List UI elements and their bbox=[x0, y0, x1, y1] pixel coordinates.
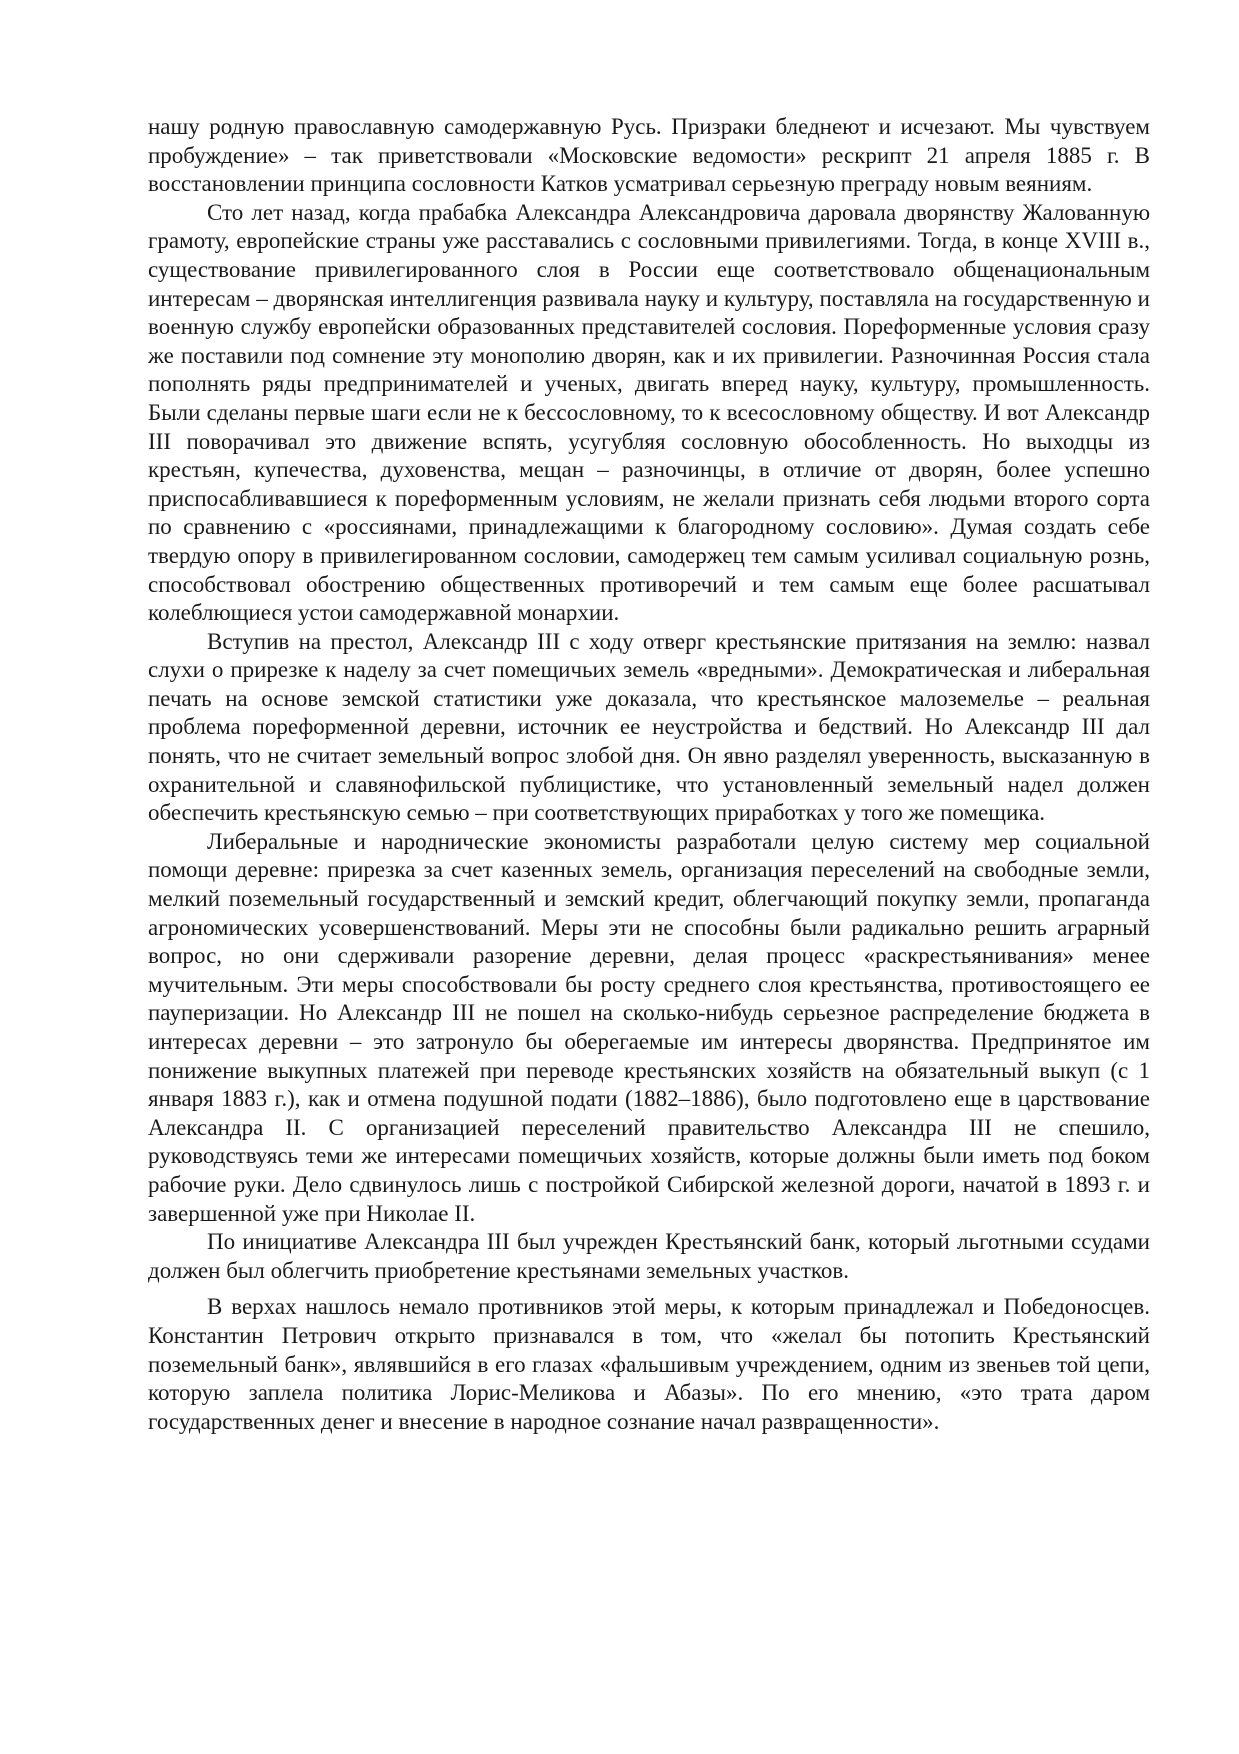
paragraph-4: Либеральные и народнические экономисты разработали целую систему мер социальной помощи деревне: прирезка за счет казенных земель, организация переселений на свободные земли, мелкий поземельный государственный и земский кредит, облегчающий покупку земли, пропаганда агрономических усовершенствований. Меры эти не способны были радикально решить аграрный вопрос, но они сдерживали разорение деревни, делая процесс «раскрестьянивания» менее мучительным. Эти меры способствовали бы росту среднего слоя крестьянства, противостоящего ее пауперизации. Но Александр III не пошел на сколько-нибудь серьезное распределение бюджета в интересах деревни – это затронуло бы оберегаемые им интересы дворянства. Предпринятое им понижение выкупных платежей при переводе крестьянских хозяйств на обязательный выкуп (с 1 января 1883 г.), как и отмена подушной подати (1882–1886), было подготовлено еще в царствование Александра II. С организацией переселений правительство Александра III не спешило, руководствуясь теми же интересами помещичьих хозяйств, которые должны были иметь под боком рабочие руки. Дело сдвинулось лишь с постройкой Сибирской железной дороги, начатой в 1893 г. и завершенной уже при Николае II. bbox=[148, 828, 1150, 1226]
paragraph-5: По инициативе Александра III был учрежден Крестьянский банк, который льготными ссудами должен был облегчить приобретение крестьянами земельных участков. bbox=[148, 1229, 1150, 1283]
paragraph-2: Сто лет назад, когда прабабка Александра Александровича даровала дворянству Жалованную грамоту, европейские страны уже расставались с сословными привилегиями. Тогда, в конце XVIII в., существование привилегированного слоя в России еще соответствовало общенациональным интересам – дворянская интеллигенция развивала науку и культуру, поставляла на государственную и военную службу европейски образованных представителей сословия. Пореформенные условия сразу же поставили под сомнение эту монополию дворян, как и их привилегии. Разночинная Россия стала пополнять ряды предпринимателей и ученых, двигать вперед науку, культуру, промышленность. Были сделаны первые шаги если не к бессословному, то к всесословному обществу. И вот Александр III поворачивал это движение вспять, усугубляя сословную обособленность. Но выходцы из крестьян, купечества, духовенства, мещан – разночинцы, в отличие от дворян, более успешно приспосабливавшиеся к пореформенным условиям, не желали признать себя людьми второго сорта по сравнению с «россиянами, принадлежащими к благородному сословию». Думая создать себе твердую опору в привилегированном сословии, самодержец тем самым усиливал социальную рознь, способствовал обострению общественных противоречий и тем самым еще более расшатывал колеблющиеся устои самодержавной монархии. bbox=[148, 199, 1150, 626]
document-page bbox=[148, 113, 1150, 1436]
paragraph-6: В верхах нашлось немало противников этой меры, к которым принадлежал и Победоносцев. Константин Петрович открыто признавался в том, что «желал бы потопить Крестьянский поземельный банк», являвшийся в его глазах «фальшивым учреждением, одним из звеньев той цепи, которую заплела политика Лорис-Меликова и Абазы». По его мнению, «это трата даром государственных денег и внесение в народное сознание начал развращенности». bbox=[148, 1294, 1150, 1434]
paragraph-3: Вступив на престол, Александр III с ходу отверг крестьянские притязания на землю: назвал слухи о прирезке к наделу за счет помещичьих земель «вредными». Демократическая и либеральная печать на основе земской статистики уже доказала, что крестьянское малоземелье – реальная проблема пореформенной деревни, источник ее неустройства и бедствий. Но Александр III дал понять, что не считает земельный вопрос злобой дня. Он явно разделял уверенность, высказанную в охранительной и славянофильской публицистике, что установленный земельный надел должен обеспечить крестьянскую семью – при соответствующих приработках у того же помещика. bbox=[148, 628, 1150, 826]
paragraph-1: нашу родную православную самодержавную Русь. Призраки бледнеют и исчезают. Мы чувствуем пробуждение» – так приветствовали «Московские ведомости» рескрипт 21 апреля 1885 г. В восстановлении принципа сословности Катков усматривал серьезную преграду новым веяниям. bbox=[148, 114, 1150, 197]
